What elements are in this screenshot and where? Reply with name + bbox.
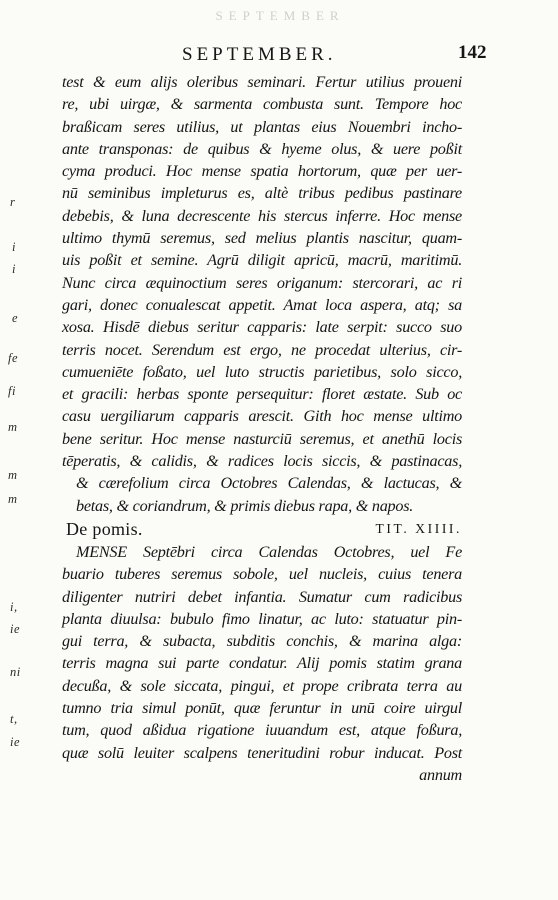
margin-fragment: fe (8, 351, 19, 365)
margin-fragment: t, (10, 712, 18, 726)
text-line: uis poßit et semine. Agrū diligit apricū, macrū, maritimū. (62, 251, 462, 270)
text-line: decußa, & sole siccata, pingui, et prope cribrata terra au (62, 676, 462, 695)
text-line: et gracili: herbas sponte persequitur: floret æstate. Sub oc (62, 385, 462, 404)
text-line: cumueniēte foßato, uel luto structis parietibus, solo sicco, (62, 362, 462, 381)
text-line: buario tuberes seremus sobole, uel nucleis, cuius tenera (62, 565, 462, 584)
text-line: quæ solū leuiter scalpens teneritudini robur inducat. Post (62, 743, 462, 762)
text-line: debebis, & luna decrescente his stercus inferre. Hoc mense (62, 206, 462, 225)
text-line: braßicam seres utilius, ut plantas eius Nouembri incho- (62, 117, 462, 136)
catchword: annum (419, 765, 462, 784)
page-number: 142 (458, 42, 487, 63)
margin-fragment: ie (10, 622, 21, 636)
margin-fragment: fi (8, 384, 16, 398)
margin-fragment: ie (10, 735, 21, 749)
text-line: ante transponas: de quibus & hyeme olus, & uere poßit (62, 139, 462, 158)
margin-fragment: r (10, 195, 16, 209)
text-line: xosa. Hisdē diebus seritur capparis: late serpit: succo suo (62, 318, 462, 337)
text-line: bene seritur. Hoc mense nasturciū seremus, et anethū locis (62, 429, 462, 448)
margin-fragment: m (8, 468, 18, 482)
margin-fragment: ni (10, 665, 21, 679)
text-line: diligenter nutriri debet infantia. Sumatur cum radicibus (62, 587, 462, 606)
text-line: betas, & coriandrum, & primis diebus rapa, & napos. (76, 496, 414, 515)
section-title: De pomis. (66, 518, 143, 539)
margin-fragment: i, (10, 600, 18, 614)
main-text-block (62, 71, 462, 786)
text-line: cyma produci. Hoc mense spatia hortorum, quæ per uer- (62, 162, 462, 181)
section-number: TIT. XIIII. (375, 520, 462, 536)
text-line: test & eum alijs oleribus seminari. Fertur utilius proueni (62, 73, 462, 91)
running-title: SEPTEMBER. (182, 44, 337, 65)
margin-fragment: i (12, 240, 16, 254)
text-line: MENSE Septēbri circa Calendas Octobres, uel Fe (76, 542, 462, 561)
text-line: tēperatis, & calidis, & radices locis siccis, & pastinacas, (62, 452, 462, 471)
text-line: tum, quod aßidua rigatione iuuandum est, atque foßura, (62, 721, 462, 740)
margin-fragment: e (12, 311, 19, 325)
text-line: terris nocet. Serendum est ergo, ne procedat ulterius, cir- (62, 340, 462, 359)
margin-fragment: m (8, 492, 18, 506)
text-line: nū seminibus impleturus es, altè tribus pedibus pastinare (62, 184, 462, 203)
running-head (0, 44, 558, 68)
text-line: Nunc circa æquinoctium seres origanum: stercorari, ac ri (62, 273, 462, 292)
bleed-through-header: SEPTEMBER (215, 8, 345, 23)
text-line: tumno tria simul ponūt, quæ feruntur in unū coire uirgul (62, 699, 462, 718)
left-margin-fragments (0, 0, 30, 900)
text-line: gui terra, & subacta, subditis conchis, & marina alga: (62, 632, 462, 651)
text-line: & cærefolium circa Octobres Calendas, & lactucas, & (76, 474, 462, 493)
text-line: ultimo thymū seremus, sed melius plantis nascitur, quam- (62, 229, 462, 248)
text-line: re, ubi uirgæ, & sarmenta combusta sunt. Tempore hoc (62, 95, 462, 114)
section-heading (62, 517, 462, 541)
margin-fragment: i (12, 262, 16, 276)
text-line: planta diuulsa: bubulo fimo linatur, ac luto: statuatur pin- (62, 609, 462, 628)
text-line: gari, donec conualescat appetit. Amat loca aspera, atq; sa (62, 295, 462, 314)
margin-fragment: m (8, 420, 18, 434)
text-line: casu uergiliarum capparis arescit. Gith hoc mense ultimo (62, 407, 462, 426)
text-line: terris magna sui parte condatur. Alij pomis statim grana (62, 654, 462, 673)
